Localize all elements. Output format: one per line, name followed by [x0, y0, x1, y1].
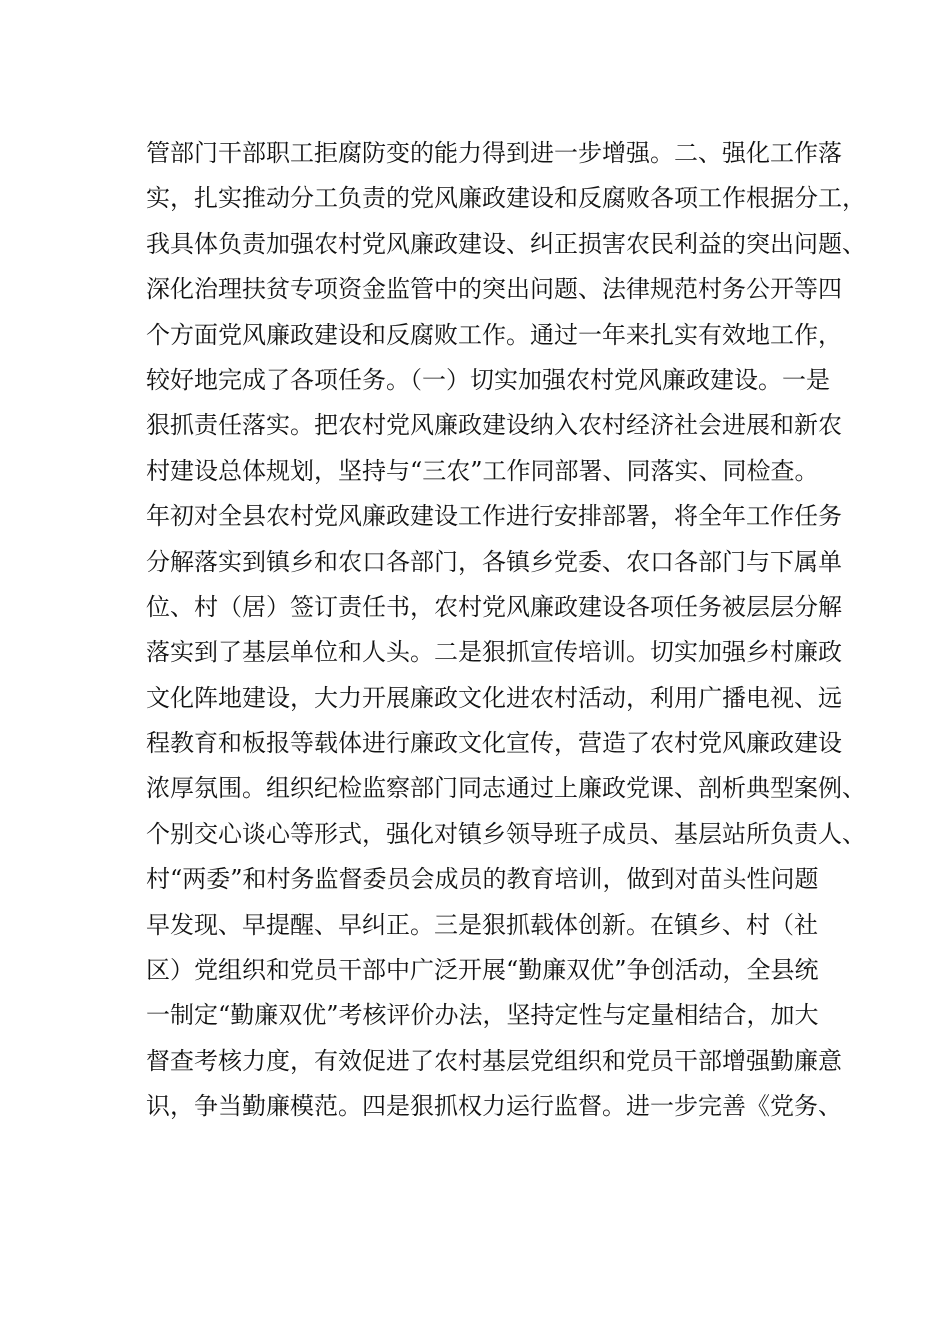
text-line-1: 管部门干部职工拒腐防变的能力得到进一步增强。二、强化工作落: [146, 139, 842, 167]
text-line-11: 位、村（居）签订责任书，农村党风廉政建设各项任务被层层分解: [146, 592, 842, 621]
text-line-10: 分解落实到镇乡和农口各部门，各镇乡党委、农口各部门与下属单: [146, 547, 842, 576]
text-line-15: 浓厚氛围。组织纪检监察部门同志通过上廉政党课、剖析典型案例、: [146, 774, 866, 803]
text-line-4: 深化治理扶贫专项资金监管中的突出问题、法律规范村务公开等四: [146, 275, 842, 304]
text-line-22: 识，争当勤廉模范。四是狠抓权力运行监督。进一步完善《党务、: [146, 1092, 842, 1121]
text-line-18: 早发现、早提醒、早纠正。三是狠抓载体创新。在镇乡、村（社: [146, 910, 818, 939]
text-line-12: 落实到了基层单位和人头。二是狠抓宣传培训。切实加强乡村廉政: [146, 638, 842, 667]
text-line-13: 文化阵地建设，大力开展廉政文化进农村活动，利用广播电视、远: [146, 683, 842, 712]
text-line-19: 区）党组织和党员干部中广泛开展“勤廉双优”争创活动，全县统: [146, 956, 819, 985]
body-text: [146, 133, 866, 1132]
text-line-20: 一制定“勤廉双优”考核评价办法，坚持定性与定量相结合，加大: [146, 1001, 819, 1030]
text-line-9: 年初对全县农村党风廉政建设工作进行安排部署，将全年工作任务: [146, 502, 842, 531]
text-line-6: 较好地完成了各项任务。（一）切实加强农村党风廉政建设。一是: [146, 365, 830, 394]
text-line-17: 村“两委”和村务监督委员会成员的教育培训，做到对苗头性问题: [146, 865, 819, 894]
text-line-5: 个方面党风廉政建设和反腐败工作。通过一年来扎实有效地工作，: [146, 320, 842, 349]
text-line-21: 督查考核力度，有效促进了农村基层党组织和党员干部增强勤廉意: [146, 1046, 842, 1075]
text-line-8: 村建设总体规划，坚持与“三农”工作同部署、同落实、同检查。: [146, 456, 819, 485]
text-line-14: 程教育和板报等载体进行廉政文化宣传，营造了农村党风廉政建设: [146, 729, 842, 758]
text-line-16: 个别交心谈心等形式，强化对镇乡领导班子成员、基层站所负责人、: [146, 819, 866, 848]
text-line-2: 实，扎实推动分工负责的党风廉政建设和反腐败各项工作根据分工，: [146, 184, 866, 213]
text-line-7: 狠抓责任落实。把农村党风廉政建设纳入农村经济社会进展和新农: [146, 411, 842, 440]
text-line-3: 我具体负责加强农村党风廉政建设、纠正损害农民利益的突出问题、: [146, 229, 866, 258]
